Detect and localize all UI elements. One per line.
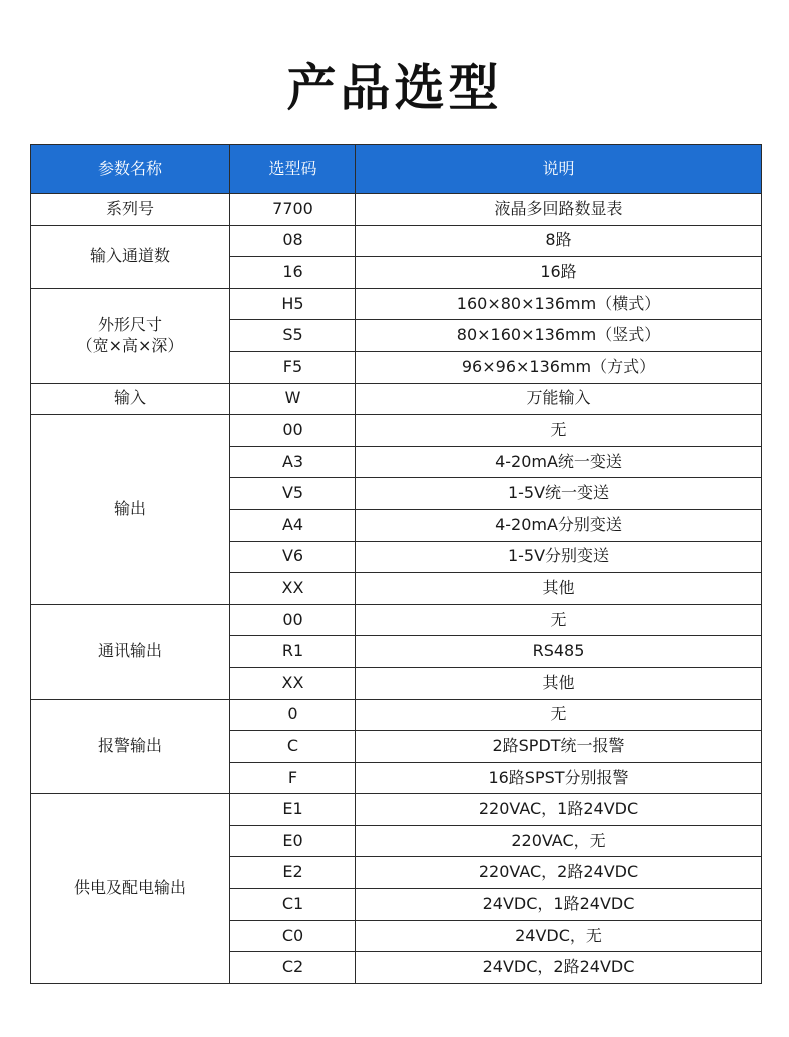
header-param-name: 参数名称 (31, 145, 230, 194)
code-cell: 00 (230, 604, 356, 636)
description-cell: 220VAC，无 (356, 825, 762, 857)
code-cell: A4 (230, 509, 356, 541)
page-title: 产品选型 (286, 59, 503, 117)
header-code: 选型码 (230, 145, 356, 194)
description-cell: 16路SPST分别报警 (356, 762, 762, 794)
code-cell: F (230, 762, 356, 794)
code-cell: V6 (230, 541, 356, 573)
param-name-cell: 输入 (31, 383, 230, 415)
code-cell: 16 (230, 257, 356, 289)
selection-table (30, 144, 762, 984)
table-row (31, 604, 762, 636)
code-cell: R1 (230, 636, 356, 668)
code-cell: A3 (230, 446, 356, 478)
description-cell: 220VAC，1路24VDC (356, 794, 762, 826)
description-cell: 16路 (356, 257, 762, 289)
description-cell: 220VAC，2路24VDC (356, 857, 762, 889)
description-cell: 24VDC，1路24VDC (356, 889, 762, 921)
code-cell: C (230, 731, 356, 763)
description-cell: 96×96×136mm（方式） (356, 351, 762, 383)
param-name-cell: 输入通道数 (31, 225, 230, 288)
table-body (31, 194, 762, 984)
code-cell: W (230, 383, 356, 415)
code-cell: XX (230, 667, 356, 699)
description-cell: 24VDC，2路24VDC (356, 952, 762, 984)
description-cell: 液晶多回路数显表 (356, 194, 762, 226)
code-cell: S5 (230, 320, 356, 352)
code-cell: E0 (230, 825, 356, 857)
code-cell: E1 (230, 794, 356, 826)
header-description: 说明 (356, 145, 762, 194)
code-cell: 00 (230, 415, 356, 447)
table-row (31, 794, 762, 826)
description-cell: 24VDC，无 (356, 920, 762, 952)
table-row (31, 194, 762, 226)
description-cell: 其他 (356, 667, 762, 699)
code-cell: C0 (230, 920, 356, 952)
param-name-cell: 外形尺寸 （宽×高×深） (31, 288, 230, 383)
code-cell: V5 (230, 478, 356, 510)
code-cell: 08 (230, 225, 356, 257)
description-cell: 2路SPDT统一报警 (356, 731, 762, 763)
table-row (31, 225, 762, 257)
description-cell: 4-20mA统一变送 (356, 446, 762, 478)
table-row (31, 415, 762, 447)
description-cell: 其他 (356, 573, 762, 605)
code-cell: C1 (230, 889, 356, 921)
code-cell: XX (230, 573, 356, 605)
param-name-cell: 系列号 (31, 194, 230, 226)
code-cell: 7700 (230, 194, 356, 226)
description-cell: 无 (356, 604, 762, 636)
param-name-cell: 报警输出 (31, 699, 230, 794)
description-cell: 8路 (356, 225, 762, 257)
code-cell: C2 (230, 952, 356, 984)
description-cell: RS485 (356, 636, 762, 668)
param-name-cell: 输出 (31, 415, 230, 605)
description-cell: 1-5V分别变送 (356, 541, 762, 573)
code-cell: H5 (230, 288, 356, 320)
description-cell: 160×80×136mm（横式） (356, 288, 762, 320)
description-cell: 无 (356, 415, 762, 447)
header-row (31, 145, 762, 194)
table-header (31, 145, 762, 194)
description-cell: 万能输入 (356, 383, 762, 415)
code-cell: E2 (230, 857, 356, 889)
description-cell: 80×160×136mm（竖式） (356, 320, 762, 352)
table-row (31, 383, 762, 415)
description-cell: 无 (356, 699, 762, 731)
table-row (31, 288, 762, 320)
description-cell: 4-20mA分别变送 (356, 509, 762, 541)
param-name-cell: 通讯输出 (31, 604, 230, 699)
description-cell: 1-5V统一变送 (356, 478, 762, 510)
param-name-cell: 供电及配电输出 (31, 794, 230, 984)
table-row (31, 699, 762, 731)
code-cell: F5 (230, 351, 356, 383)
code-cell: 0 (230, 699, 356, 731)
